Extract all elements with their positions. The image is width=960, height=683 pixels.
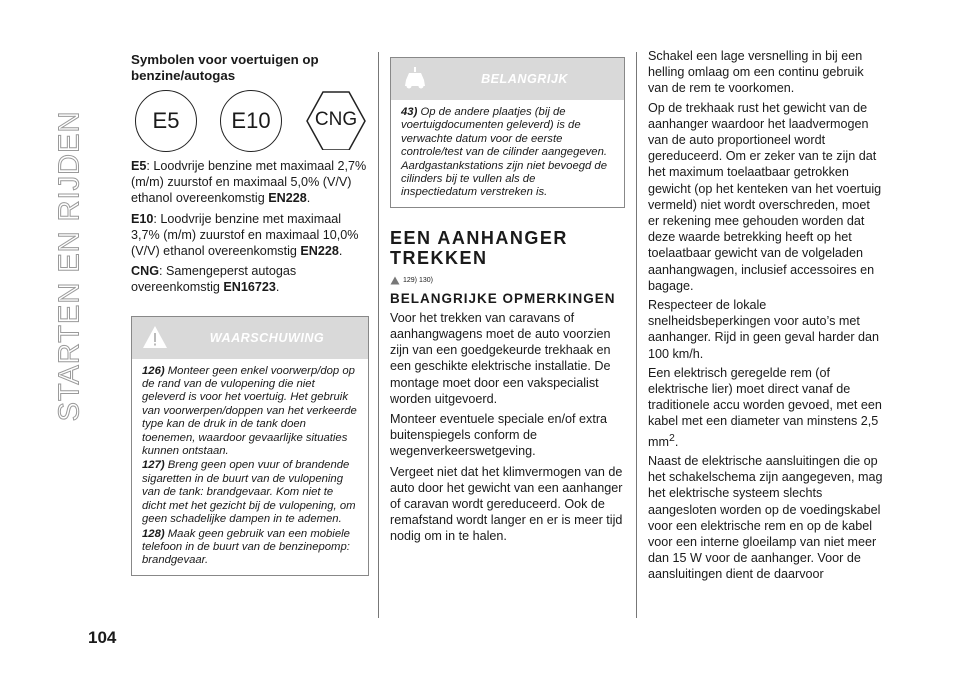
fuel-badges xyxy=(135,90,367,152)
car-warning-icon xyxy=(401,66,429,90)
paragraph: Naast de elektrische aansluitingen die op het schakelschema zijn aangegeven, mag het elektrische systeem slechts aangesloten worden op de voedingskabel voor een elektrische rem en op de kabel voor een interne gloeilamp van niet meer dan 15 W voor de aanhanger. Voor de aansluitingen dient de daarvoor xyxy=(648,454,883,582)
warning-body xyxy=(132,359,368,575)
warning-title: WAARSCHUWING xyxy=(209,330,325,345)
important-body xyxy=(391,100,624,207)
warning-triangle-icon xyxy=(390,276,400,285)
e10-description: E10: Loodvrije benzine met maximaal 3,7% (m/m) zuurstof en maximaal 10,0% (V/V) ethanol overeenkomstig EN228. xyxy=(131,211,359,259)
paragraph: Monteer eventuele speciale en/of extra buitenspiegels conform de wegenverkeerswetgeving. xyxy=(390,412,608,459)
reference-markers: 129) 130) xyxy=(390,276,625,285)
warning-box xyxy=(131,316,369,576)
column-divider xyxy=(636,52,637,618)
cng-description: CNG: Samengeperst autogas overeenkomstig EN16723. xyxy=(131,264,297,295)
fuel-symbols-heading: Symbolen voor voertuigen op benzine/autogas xyxy=(131,52,319,83)
section-title: EEN AANHANGER TREKKEN xyxy=(390,227,568,268)
e10-badge: E10 xyxy=(220,90,282,152)
important-box xyxy=(390,57,625,208)
important-item: 43) Op de andere plaatjes (bij de voertuigdocumenten geleverd) is de verwachte datum voor de eerste controle/test van de cilinder aangegeven. Aardgastankstations zijn niet bevoegd de cilinders bij te vullen als de inspectiedatum verstreken is. xyxy=(401,106,607,199)
column-3 xyxy=(648,48,884,586)
column-2 xyxy=(390,52,625,549)
paragraph: Vergeet niet dat het klimvermogen van de auto door het gewicht van een aanhanger of caravan wordt gereduceerd. Ook de remafstand wordt langer en er is meer tijd nodig om in te halen. xyxy=(390,464,623,544)
warning-item: 127) Breng geen open vuur of brandende sigaretten in de buurt van de vulopening van de tank: brandgevaar. Kom niet te dicht met het gezicht bij de vulopening, om geen schadelijke dampen in te ademen. xyxy=(142,459,356,526)
paragraph: Op de trekhaak rust het gewicht van de aanhanger waardoor het laadvermogen van de auto proportioneel wordt gereduceerd. Om er zeker van te zijn dat het maximum toelaatbaar getrokken gewicht (op het kenteken van het voertuig vermeld) niet wordt overschreden, moet er rekening mee gehouden worden dat deze waarde betrekking heeft op het toelaatbaar gewicht van de volgeladen aanhangwagen, inclusief accessoires en bagage. xyxy=(648,100,882,293)
important-header xyxy=(391,58,624,100)
important-title: BELANGRIJK xyxy=(481,72,568,86)
paragraph: Een elektrisch geregelde rem (of elektrische lier) moet direct vanaf de traditionele accu worden gevoed, met een kabel met een diameter van minstens 2,5 $mm^2$. xyxy=(648,365,882,449)
e5-badge: E5 xyxy=(135,90,197,152)
warning-triangle-icon xyxy=(142,325,168,349)
paragraph: Schakel een lage versnelling in bij een helling omlaag om een continu gebruik van de rem te voorkomen. xyxy=(648,49,864,96)
paragraph: Respecteer de lokale snelheidsbeperkingen voor auto’s met aanhanger. Rijd in geen geval harder dan 100 km/h. xyxy=(648,298,880,361)
warning-header xyxy=(132,317,368,359)
cng-badge: CNG xyxy=(305,90,367,150)
subsection-title: BELANGRIJKE OPMERKINGEN xyxy=(390,290,616,306)
column-1 xyxy=(131,52,369,576)
page-number: 104 xyxy=(88,628,117,647)
warning-item: 128) Maak geen gebruik van een mobiele telefoon in de buurt van de benzinepomp: brandgevaar. xyxy=(142,527,350,567)
warning-item: 126) Monteer geen enkel voorwerp/dop op de rand van de vulopening die niet geleverd is voor het voertuig. Het gebruik van voorwerpen/doppen van het verkeerde type kan de druk in de tank doen toenemen, waardoor gevaarlijke situaties kunnen ontstaan. xyxy=(142,364,357,458)
paragraph: Voor het trekken van caravans of aanhangwagens moet de auto voorzien zijn van een goedgekeurde trekhaak en een geschikte elektrische installatie. De montage moet door een vakspecialist worden uitgevoerd. xyxy=(390,310,611,406)
e5-description: E5: Loodvrije benzine met maximaal 2,7% (m/m) zuurstof en maximaal 5,0% (V/V) ethanol overeenkomstig EN228. xyxy=(131,159,367,206)
column-divider xyxy=(378,52,379,618)
